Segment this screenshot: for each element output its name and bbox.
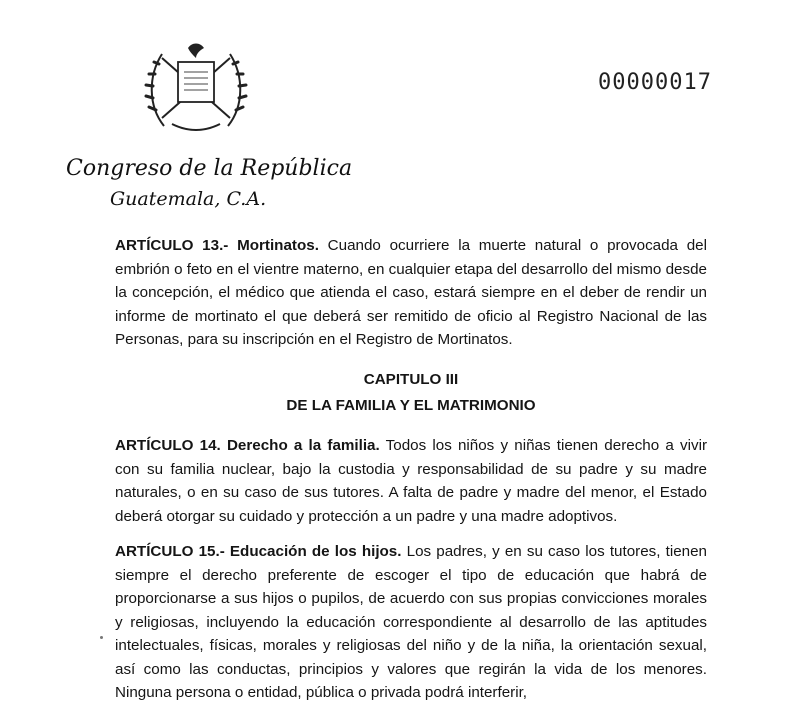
article-15-text: Los padres, y en su caso los tutores, tienen siempre el derecho preferente de escoger el tipo de educación que habrá de proporcionarse a sus hijos o pupilos, de acuerdo con sus propias convicciones morales y religiosas, incluyendo la educación correspondiente al desarrollo de las aptitudes intelectuales, físicas, morales y religiosas del niño y de la niña, la orientación sexual, así como las conductas, principios y valores que regirán la vida de los menores. Ninguna persona o entidad, pública o privada podrá interferir, — [115, 543, 707, 701]
article-13 — [115, 234, 707, 352]
article-15 — [115, 540, 707, 705]
article-13-heading: ARTÍCULO 13.- Mortinatos. — [115, 237, 319, 254]
article-14 — [115, 434, 707, 528]
article-13-text: Cuando ocurriere la muerte natural o provocada del embrión o feto en el vientre materno, en cualquier etapa del desarrollo del mismo desde la concepción, el médico que atienda el caso, estará siempre en el deber de rendir un informe de mortinato el que deberá ser remitido de oficio al Registro Nacional de las Personas, para su inscripción en el Registro de Mortinatos. — [115, 237, 707, 348]
chapter-number: CAPITULO III — [363, 371, 459, 388]
scan-speck — [100, 636, 103, 639]
institution-location: Guatemala, C.A. — [110, 188, 267, 210]
coat-of-arms-emblem — [142, 40, 250, 140]
institution-name: Congreso de la República — [66, 156, 353, 181]
article-14-heading: ARTÍCULO 14. Derecho a la familia. — [115, 437, 380, 454]
article-14-text: Todos los niños y niñas tienen derecho a vivir con su familia nuclear, bajo la custodia y responsabilidad de su padre y su madre naturales, o en su caso de sus tutores. A falta de padre y madre del menor, el Estado deberá otorgar su cuidado y protección a un padre y una madre adoptivos. — [115, 437, 707, 525]
article-15-heading: ARTÍCULO 15.- Educación de los hijos. — [115, 543, 402, 560]
chapter-title: DE LA FAMILIA Y EL MATRIMONIO — [286, 397, 536, 414]
document-number: 00000017 — [598, 70, 712, 95]
